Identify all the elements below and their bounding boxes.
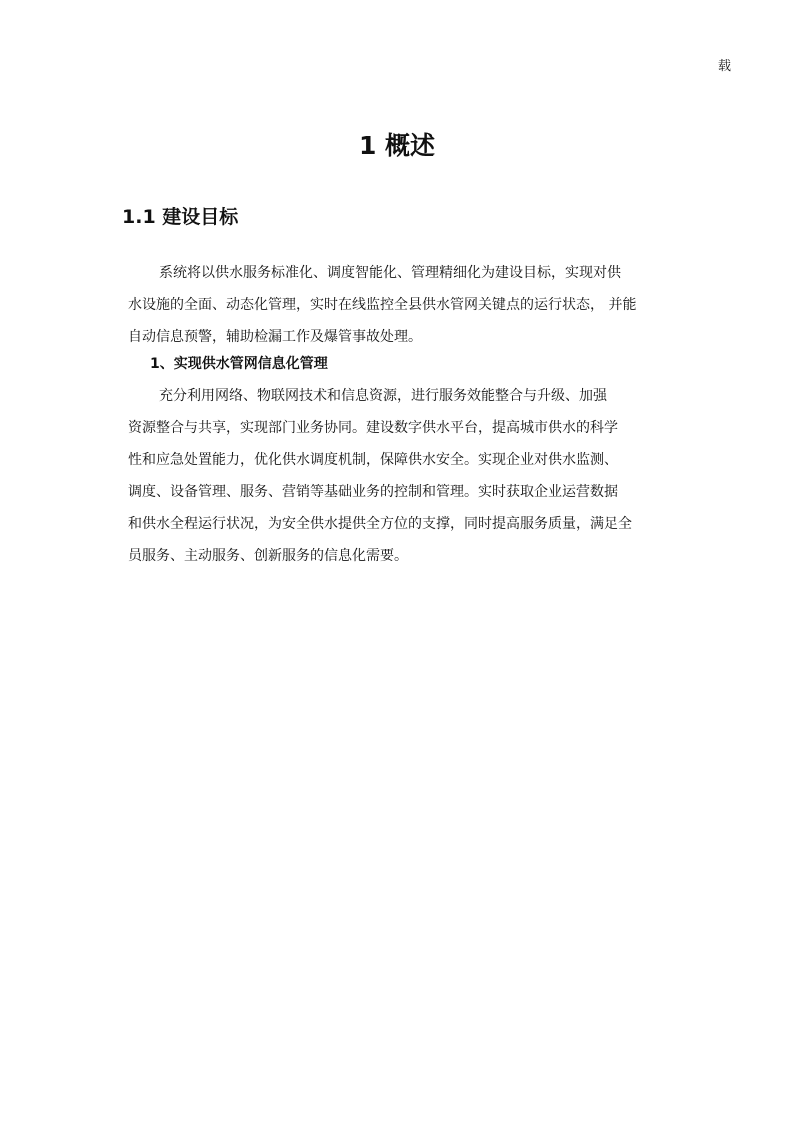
- section-title: 1.1 建设目标: [122, 206, 239, 228]
- detail-line: 员服务、主动服务、创新服务的信息化需要。: [128, 548, 408, 564]
- header-mark: 载: [718, 59, 732, 74]
- detail-line: 资源整合与共享，实现部门业务协同。建设数字供水平台，提高城市供水的科学: [128, 420, 618, 436]
- chapter-title: 1 概述: [358, 131, 436, 160]
- intro-line: 自动信息预警，辅助检漏工作及爆管事故处理。: [128, 329, 422, 345]
- detail-line: 充分利用网络、物联网技术和信息资源，进行服务效能整合与升级、加强: [159, 388, 607, 404]
- intro-paragraph: [128, 257, 676, 353]
- detail-line: 和供水全程运行状况，为安全供水提供全方位的支撑，同时提高服务质量，满足全: [128, 516, 632, 532]
- detail-paragraph: [128, 380, 676, 572]
- detail-line: 性和应急处置能力，优化供水调度机制，保障供水安全。实现企业对供水监测、: [128, 452, 618, 468]
- subsection-title: 1、实现供水管网信息化管理: [150, 356, 328, 372]
- intro-line: 系统将以供水服务标准化、调度智能化、管理精细化为建设目标，实现对供: [159, 265, 621, 281]
- detail-line: 调度、设备管理、服务、营销等基础业务的控制和管理。实时获取企业运营数据: [128, 484, 618, 500]
- intro-line: 水设施的全面、动态化管理，实时在线监控全县供水管网关键点的运行状态， 并能: [128, 297, 637, 313]
